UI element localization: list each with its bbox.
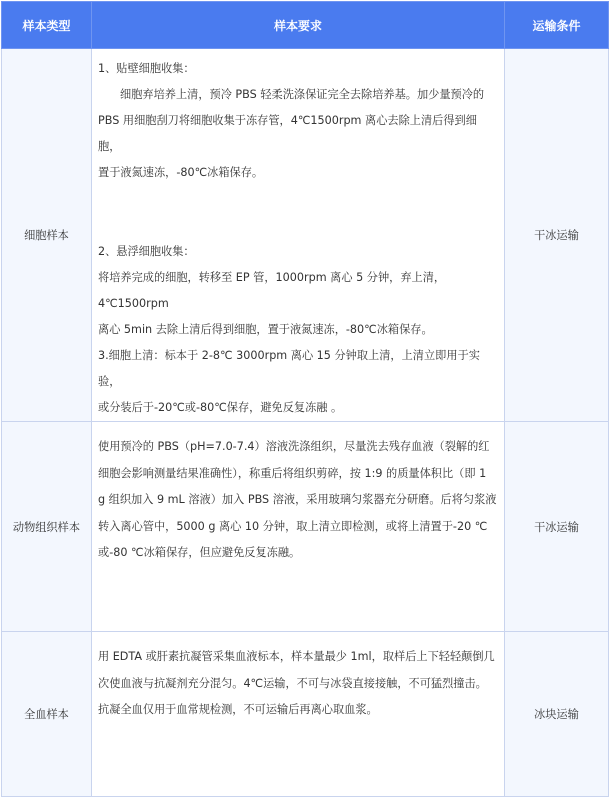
requirement-line: g 组织加入 9 mL 溶液）加入 PBS 溶液，采用玻璃匀浆器充分研磨。后将匀浆液 bbox=[98, 493, 497, 506]
transport-cell: 冰块运输 bbox=[505, 632, 609, 797]
requirement-line: 将培养完成的细胞，转移至 EP 管，1000rpm 离心 5 分钟，弃上清，4℃1500rpm bbox=[98, 271, 446, 310]
requirement-line: 细胞会影响测量结果准确性），称重后将组织剪碎，按 1:9 的质量体积比（即 1 bbox=[98, 466, 487, 480]
requirements-cell bbox=[92, 49, 505, 422]
sample-type-cell: 全血样本 bbox=[2, 632, 92, 797]
table-row-cell-sample bbox=[2, 49, 609, 422]
table-row-animal-tissue bbox=[2, 422, 609, 632]
requirement-line: 转入离心管中，5000 g 离心 10 分钟，取上清立即检测，或将上清置于-20 ℃ bbox=[98, 519, 488, 533]
transport-cell: 干冰运输 bbox=[505, 422, 609, 632]
requirement-line: 或分装后于-20℃或-80℃保存，避免反复冻融 。 bbox=[98, 401, 343, 414]
requirement-line: 置于液氮速冻，-80℃冰箱保存。 bbox=[98, 166, 264, 179]
header-sample-type: 样本类型 bbox=[2, 2, 92, 49]
requirement-line: 使用预冷的 PBS（pH=7.0-7.4）溶液洗涤组织，尽量洗去残存血液（裂解的红 bbox=[98, 440, 490, 453]
requirement-line: 次使血液与抗凝剂充分混匀。4℃运输，不可与冰袋直接接触，不可猛烈撞击。 bbox=[98, 676, 487, 690]
requirements-cell bbox=[92, 632, 505, 797]
requirement-line: PBS 用细胞刮刀将细胞收集于冻存管，4℃1500rpm 离心去除上清后得到细胞， bbox=[98, 114, 477, 153]
requirement-line: 2、悬浮细胞收集： bbox=[98, 245, 195, 258]
header-transport-conditions: 运输条件 bbox=[505, 2, 609, 49]
requirement-line: 1、贴壁细胞收集： bbox=[98, 62, 195, 75]
requirement-line: 细胞弃培养上清，预冷 PBS 轻柔洗涤保证完全去除培养基。加少量预冷的 bbox=[120, 88, 485, 101]
blank-line bbox=[98, 213, 498, 239]
requirement-line: 用 EDTA 或肝素抗凝管采集血液标本，样本量最少 1ml，取样后上下轻轻颠倒几 bbox=[98, 650, 495, 663]
blank-line bbox=[98, 186, 498, 213]
requirement-line: 或-80 ℃冰箱保存，但应避免反复冻融。 bbox=[98, 546, 301, 559]
sample-requirements-table bbox=[1, 1, 609, 797]
table-row-whole-blood bbox=[2, 632, 609, 797]
header-sample-requirements: 样本要求 bbox=[92, 2, 505, 49]
requirement-line: 3.细胞上清：标本于 2-8℃ 3000rpm 离心 15 分钟取上清，上清立即用于实验， bbox=[98, 349, 480, 388]
transport-cell: 干冰运输 bbox=[505, 49, 609, 422]
table-header-row bbox=[2, 2, 609, 49]
sample-type-cell: 细胞样本 bbox=[2, 49, 92, 422]
requirement-line: 抗凝全血仅用于血常规检测，不可运输后再离心取血浆。 bbox=[98, 703, 378, 716]
sample-type-cell: 动物组织样本 bbox=[2, 422, 92, 632]
requirements-cell bbox=[92, 422, 505, 632]
requirement-line: 离心 5min 去除上清后得到细胞，置于液氮速冻，-80℃冰箱保存。 bbox=[98, 323, 433, 336]
